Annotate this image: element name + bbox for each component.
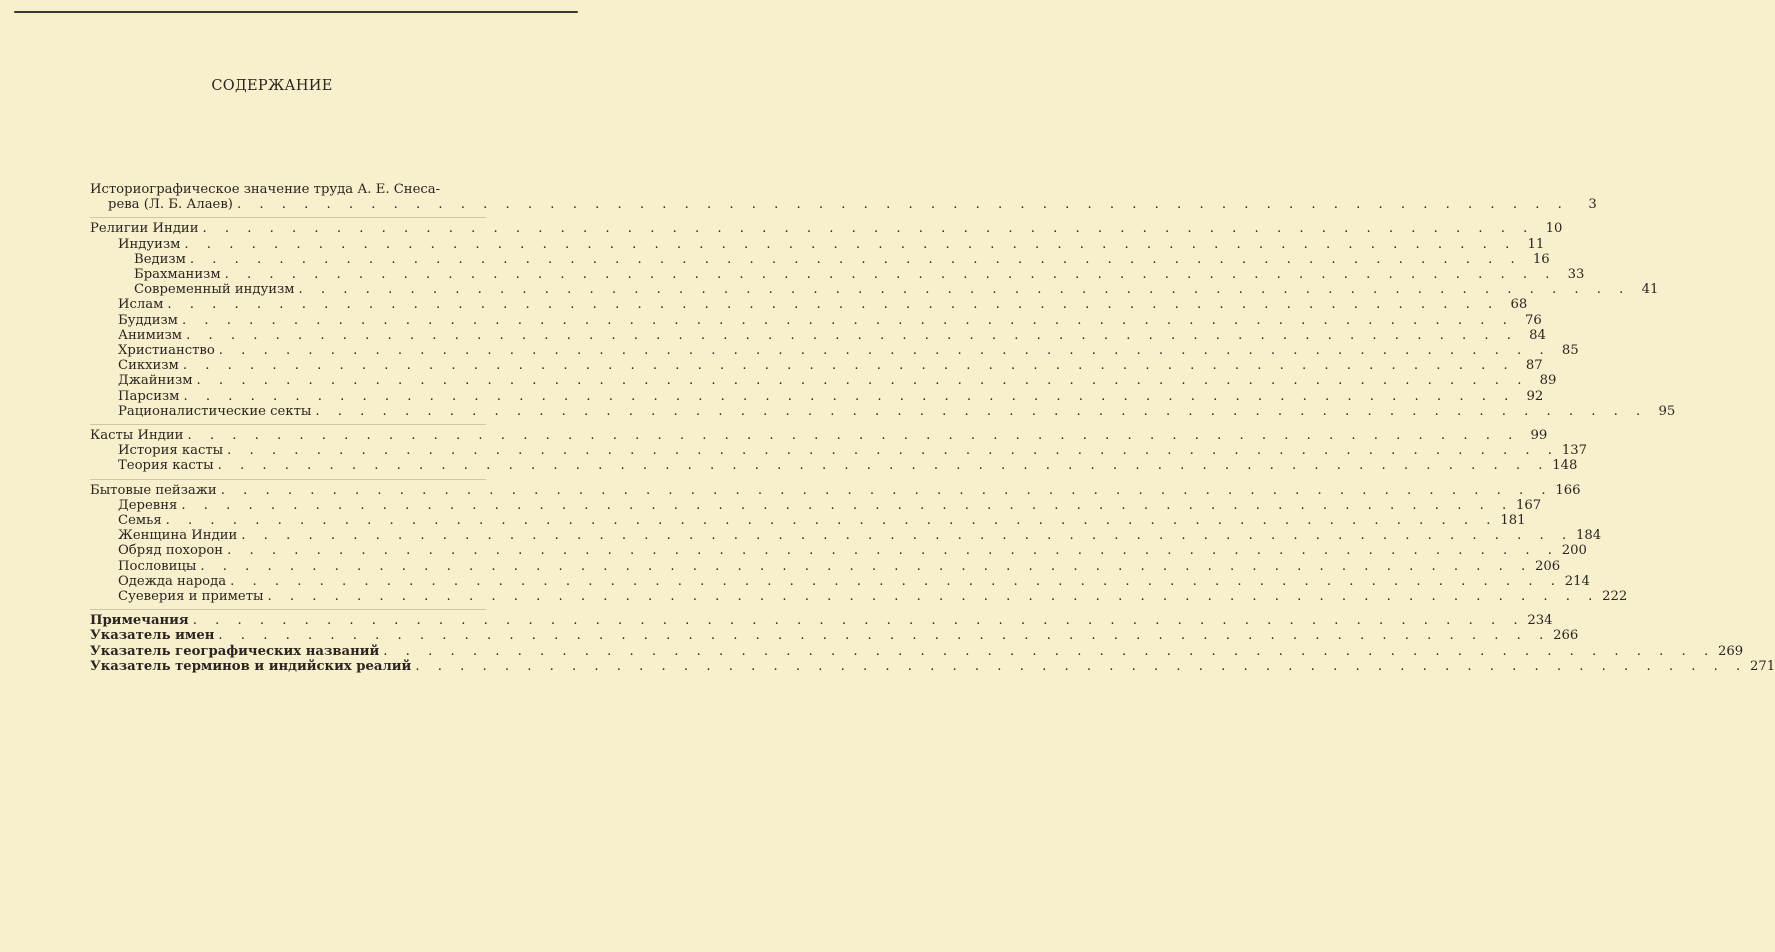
toc-entry[interactable] — [90, 251, 1550, 267]
dot-leader: . . . . . . . . . . . . . . . . . . . . . . . . . . . . . . . . . . . . . . . . . . . . . . . . . . . . . . . . . . . . — [181, 312, 1514, 328]
dot-leader: . . . . . . . . . . . . . . . . . . . . . . . . . . . . . . . . . . . . . . . . . . . . . . . . . . . . . . . . . . . . — [315, 403, 1648, 419]
toc-entry-title: Христианство — [118, 343, 219, 358]
toc-entry-title: Брахманизм — [134, 267, 225, 282]
dot-leader: . . . . . . . . . . . . . . . . . . . . . . . . . . . . . . . . . . . . . . . . . . . . . . . . . . . . . . . . . . . . — [183, 388, 1516, 404]
toc-entry[interactable] — [90, 182, 486, 197]
toc-entry-title: Теория касты — [118, 458, 218, 473]
toc-entry-title: Бытовые пейзажи — [90, 483, 221, 498]
dot-leader: . . . . . . . . . . . . . . . . . . . . . . . . . . . . . . . . . . . . . . . . . . . . . . . . . . . . . . . . . . . . — [227, 543, 1559, 559]
toc-entry[interactable] — [90, 327, 1546, 343]
toc-entry[interactable] — [90, 513, 1526, 529]
toc-entry[interactable] — [90, 543, 1587, 559]
toc-entry-page: 271 — [1750, 658, 1775, 674]
toc-entry-title: Современный индуизм — [134, 282, 299, 297]
toc-entry-title: Рационалистические секты — [118, 404, 315, 419]
toc-entry[interactable] — [90, 643, 1744, 659]
toc-entry-page: 167 — [1515, 497, 1542, 513]
toc-entry-title: Историографическое значение труда А. Е. Снеса- — [90, 182, 444, 197]
toc-entry[interactable] — [90, 589, 1628, 605]
dot-leader: . . . . . . . . . . . . . . . . . . . . . . . . . . . . . . . . . . . . . . . . . . . . . . . . . . . . . . . . . . . . — [189, 251, 1522, 267]
toc-entry-title: Указатель терминов и индийских реалий — [90, 659, 415, 674]
toc-entry-title: Парсизм — [118, 389, 183, 404]
toc-entry[interactable] — [90, 217, 1563, 237]
toc-entry-title: Обряд похорон — [118, 543, 227, 558]
toc-entry-title: Ислам — [118, 297, 167, 312]
toc-entry-title: Деревня — [118, 498, 181, 513]
toc-entry-page: 206 — [1535, 558, 1561, 574]
toc-entry[interactable] — [90, 236, 1545, 252]
dot-leader: . . . . . . . . . . . . . . . . . . . . . . . . . . . . . . . . . . . . . . . . . . . . . . . . . . . . . . . . . . . . — [220, 482, 1553, 498]
toc-entry[interactable] — [90, 424, 1548, 444]
toc-entry[interactable] — [90, 297, 1528, 313]
toc-entry-page: 41 — [1641, 282, 1659, 298]
toc-entry[interactable] — [90, 197, 1597, 213]
dot-leader: . . . . . . . . . . . . . . . . . . . . . . . . . . . . . . . . . . . . . . . . . . . . . . . . . . . . . . . . . . . . — [415, 658, 1748, 674]
toc-entry-page: 33 — [1567, 267, 1585, 283]
dot-leader: . . . . . . . . . . . . . . . . . . . . . . . . . . . . . . . . . . . . . . . . . . . . . . . . . . . . . . . . . . . . — [218, 628, 1551, 644]
toc-entry[interactable] — [90, 267, 1585, 283]
dot-leader: . . . . . . . . . . . . . . . . . . . . . . . . . . . . . . . . . . . . . . . . . . . . . . . . . . . . . . . . . . . . — [224, 267, 1557, 283]
toc-entry-page: 222 — [1602, 589, 1628, 605]
toc-entry-page: 95 — [1658, 403, 1676, 419]
toc-entry-page: 11 — [1527, 236, 1545, 252]
toc-entry-page: 99 — [1530, 428, 1548, 444]
toc-entry-title: Ведизм — [134, 252, 190, 267]
toc-entry[interactable] — [90, 558, 1561, 574]
dot-leader: . . . . . . . . . . . . . . . . . . . . . . . . . . . . . . . . . . . . . . . . . . . . . . . . . . . . . . . . . . . . — [165, 513, 1498, 529]
toc-entry[interactable] — [90, 479, 1581, 498]
dot-leader: . . . . . . . . . . . . . . . . . . . . . . . . . . . . . . . . . . . . . . . . . . . . . . . . . . . . . . . . . . . . — [217, 458, 1550, 474]
dot-leader: . . . . . . . . . . . . . . . . . . . . . . . . . . . . . . . . . . . . . . . . . . . . . . . . . . . . . . . . . . . . — [236, 197, 1569, 213]
toc-entry-page: 184 — [1575, 528, 1602, 544]
dot-leader: . . . . . . . . . . . . . . . . . . . . . . . . . . . . . . . . . . . . . . . . . . . . . . . . . . . . . . . . . . . . — [167, 297, 1500, 313]
page-title: СОДЕРЖАНИЕ — [211, 78, 333, 94]
dot-leader: . . . . . . . . . . . . . . . . . . . . . . . . . . . . . . . . . . . . . . . . . . . . . . . . . . . . . . . . . . . . — [383, 643, 1716, 659]
toc-entry-page: 76 — [1525, 312, 1542, 328]
toc-entry-page: 214 — [1564, 573, 1590, 589]
toc-entry-title: Сикхизм — [118, 358, 183, 373]
toc-entry-title: Индуизм — [118, 237, 184, 252]
toc-entry-title: История касты — [118, 443, 227, 458]
dot-leader: . . . . . . . . . . . . . . . . . . . . . . . . . . . . . . . . . . . . . . . . . . . . . . . . . . . . . . . . . . . . — [184, 236, 1517, 252]
toc-entry-page: 266 — [1553, 628, 1579, 644]
toc-entry-page: 234 — [1527, 613, 1553, 629]
dot-leader: . . . . . . . . . . . . . . . . . . . . . . . . . . . . . . . . . . . . . . . . . . . . . . . . . . . . . . . . . . . . — [186, 327, 1518, 343]
dot-leader: . . . . . . . . . . . . . . . . . . . . . . . . . . . . . . . . . . . . . . . . . . . . . . . . . . . . . . . . . . . . — [230, 573, 1562, 589]
dot-leader: . . . . . . . . . . . . . . . . . . . . . . . . . . . . . . . . . . . . . . . . . . . . . . . . . . . . . . . . . . . . — [241, 528, 1574, 544]
toc-entry-page: 137 — [1561, 443, 1587, 459]
toc-entry[interactable] — [90, 573, 1590, 589]
toc-entry-title: Пословицы — [118, 559, 200, 574]
toc-entry-title: Указатель имен — [90, 628, 218, 643]
toc-entry[interactable] — [90, 458, 1578, 474]
toc-entry[interactable] — [90, 358, 1543, 374]
toc-entry[interactable] — [90, 343, 1579, 359]
toc-entry[interactable] — [90, 443, 1587, 459]
toc-entry-page: 16 — [1532, 251, 1550, 267]
dot-leader: . . . . . . . . . . . . . . . . . . . . . . . . . . . . . . . . . . . . . . . . . . . . . . . . . . . . . . . . . . . . — [298, 282, 1631, 298]
toc-entry-title: Касты Индии — [90, 428, 187, 443]
toc-entry[interactable] — [90, 388, 1544, 404]
toc-entry[interactable] — [90, 312, 1542, 328]
toc-entry-page: 84 — [1529, 327, 1546, 343]
dot-leader: . . . . . . . . . . . . . . . . . . . . . . . . . . . . . . . . . . . . . . . . . . . . . . . . . . . . . . . . . . . . — [227, 443, 1559, 459]
toc-entry-page: 3 — [1588, 197, 1597, 213]
toc-entry-title: рева (Л. Б. Алаев) — [108, 197, 237, 212]
toc-entry[interactable] — [90, 528, 1602, 544]
dot-leader: . . . . . . . . . . . . . . . . . . . . . . . . . . . . . . . . . . . . . . . . . . . . . . . . . . . . . . . . . . . . — [202, 221, 1535, 237]
toc-entry[interactable] — [90, 658, 1775, 674]
toc-entry-title: Указатель географических названий — [90, 644, 383, 659]
toc-entry-page: 87 — [1525, 358, 1543, 374]
toc-entry[interactable] — [90, 609, 1553, 629]
dot-leader: . . . . . . . . . . . . . . . . . . . . . . . . . . . . . . . . . . . . . . . . . . . . . . . . . . . . . . . . . . . . — [267, 589, 1600, 605]
toc-entry-page: 166 — [1555, 482, 1581, 498]
toc-entry[interactable] — [90, 497, 1542, 513]
toc-entry-page: 85 — [1561, 343, 1579, 359]
toc-entry-page: 89 — [1539, 373, 1557, 389]
toc-entry-page: 148 — [1552, 458, 1578, 474]
toc-entry-title: Анимизм — [118, 328, 186, 343]
dot-leader: . . . . . . . . . . . . . . . . . . . . . . . . . . . . . . . . . . . . . . . . . . . . . . . . . . . . . . . . . . . . — [192, 613, 1525, 629]
toc-entry-title: Суеверия и приметы — [118, 589, 267, 604]
toc-entry-page: 200 — [1561, 543, 1587, 559]
toc-entry-page: 92 — [1526, 388, 1544, 404]
toc-entry-page: 181 — [1500, 513, 1526, 529]
toc-entry-title: Примечания — [90, 613, 193, 628]
toc-entry-page: 269 — [1717, 643, 1744, 659]
toc-entry[interactable] — [90, 628, 1579, 644]
toc-entry[interactable] — [90, 403, 1676, 419]
dot-leader: . . . . . . . . . . . . . . . . . . . . . . . . . . . . . . . . . . . . . . . . . . . . . . . . . . . . . . . . . . . . — [196, 373, 1529, 389]
table-of-contents — [90, 182, 1775, 674]
dot-leader: . . . . . . . . . . . . . . . . . . . . . . . . . . . . . . . . . . . . . . . . . . . . . . . . . . . . . . . . . . . . — [218, 343, 1551, 359]
toc-entry-title: Джайнизм — [118, 373, 197, 388]
dot-leader: . . . . . . . . . . . . . . . . . . . . . . . . . . . . . . . . . . . . . . . . . . . . . . . . . . . . . . . . . . . . — [181, 497, 1514, 513]
dot-leader: . . . . . . . . . . . . . . . . . . . . . . . . . . . . . . . . . . . . . . . . . . . . . . . . . . . . . . . . . . . . — [182, 358, 1515, 374]
top-rule — [14, 11, 578, 13]
toc-entry[interactable] — [90, 282, 1659, 298]
toc-entry[interactable] — [90, 373, 1557, 389]
toc-entry-title: Женщина Индии — [118, 528, 241, 543]
toc-entry-title: Буддизм — [118, 313, 182, 328]
toc-entry-page: 68 — [1510, 297, 1528, 313]
toc-entry-title: Одежда народа — [118, 574, 230, 589]
dot-leader: . . . . . . . . . . . . . . . . . . . . . . . . . . . . . . . . . . . . . . . . . . . . . . . . . . . . . . . . . . . . — [187, 428, 1520, 444]
toc-entry-title: Семья — [118, 513, 166, 528]
toc-entry-title: Религии Индии — [90, 221, 203, 236]
dot-leader: . . . . . . . . . . . . . . . . . . . . . . . . . . . . . . . . . . . . . . . . . . . . . . . . . . . . . . . . . . . . — [200, 558, 1533, 574]
toc-entry-page: 10 — [1545, 221, 1563, 237]
